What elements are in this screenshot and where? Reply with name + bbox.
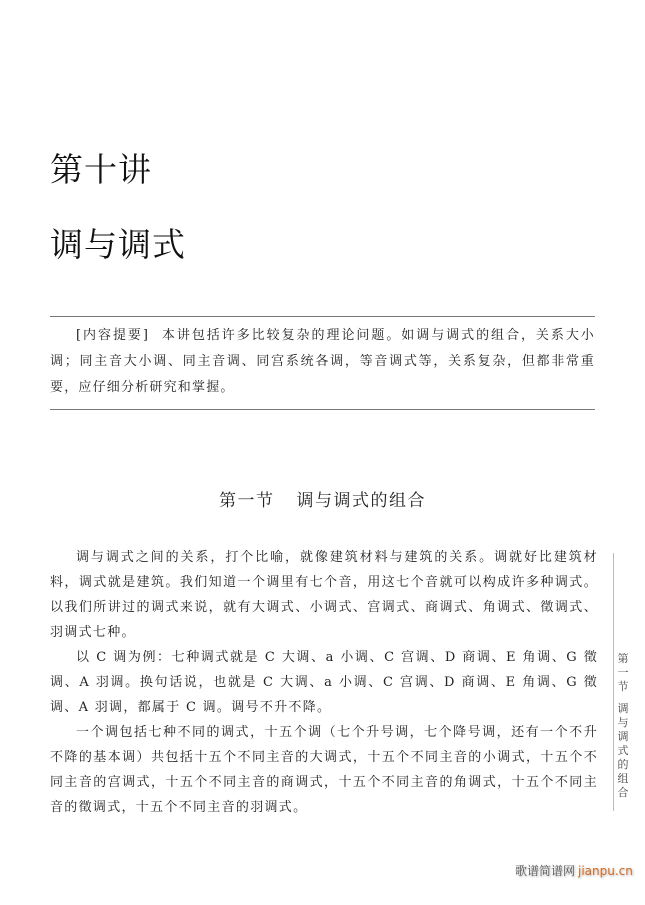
chapter-title: 调与调式 — [50, 225, 186, 264]
margin-rule — [613, 553, 614, 811]
section-number: 第一节 — [219, 491, 275, 511]
running-head-char: 第 — [617, 652, 629, 665]
content-summary-box — [50, 316, 595, 410]
running-head-char: 式 — [617, 744, 629, 757]
paragraph: 以 C 调为例：七种调式就是 C 大调、a 小调、C 宫调、D 商调、E 角调、G 徵调、A 羽调。换句话说，也就是 C 大调、a 小调、C 宫调、D 商调、E 角调、G 徵调、A 羽调，都属于 C 调。调号不升不降。 — [50, 650, 598, 715]
watermark-site: jianpu.cn — [578, 864, 633, 878]
section-title: 调与调式的组合 — [296, 491, 426, 511]
running-head-char: 的 — [617, 758, 629, 771]
watermark-cn: 歌谱简谱网 — [515, 864, 576, 878]
running-head-char: 节 — [617, 680, 629, 693]
running-head-char: 调 — [617, 730, 629, 743]
paragraph: 一个调包括七种不同的调式，十五个调（七个升号调，七个降号调，还有一个不升不降的基本调）共包括十五个不同主音的大调式，十五个不同主音的小调式，十五个不同主音的宫调式，十五个不同主音的商调式，十五个不同主音的角调式，十五个不同主音的徵调式，十五个不同主音的羽调式。 — [50, 725, 598, 815]
running-head-char: 调 — [617, 702, 629, 715]
section-heading — [0, 486, 645, 511]
summary-label: [内容提要] — [76, 328, 150, 343]
running-head-char: 与 — [617, 716, 629, 729]
running-head-char: 合 — [617, 786, 629, 799]
paragraph: 调与调式之间的关系，打个比喻，就像建筑材料与建筑的关系。调就好比建筑材料，调式就是建筑。我们知道一个调里有七个音，用这七个音就可以构成许多种调式。以我们所讲过的调式来说，就有大调式、小调式、宫调式、商调式、角调式、徵调式、羽调式七种。 — [50, 550, 598, 640]
summary-text: 本讲包括许多比较复杂的理论问题。如调与调式的组合，关系大小调；同主音大小调、同主音调、同宫系统各调，等音调式等，关系复杂，但都非常重要，应仔细分析研究和掌握。 — [50, 328, 595, 395]
watermark — [515, 862, 633, 879]
running-head — [616, 652, 630, 800]
running-head-char: 组 — [617, 772, 629, 785]
body-text — [50, 545, 598, 820]
running-head-char: 一 — [617, 666, 629, 679]
chapter-number: 第十讲 — [50, 150, 152, 189]
